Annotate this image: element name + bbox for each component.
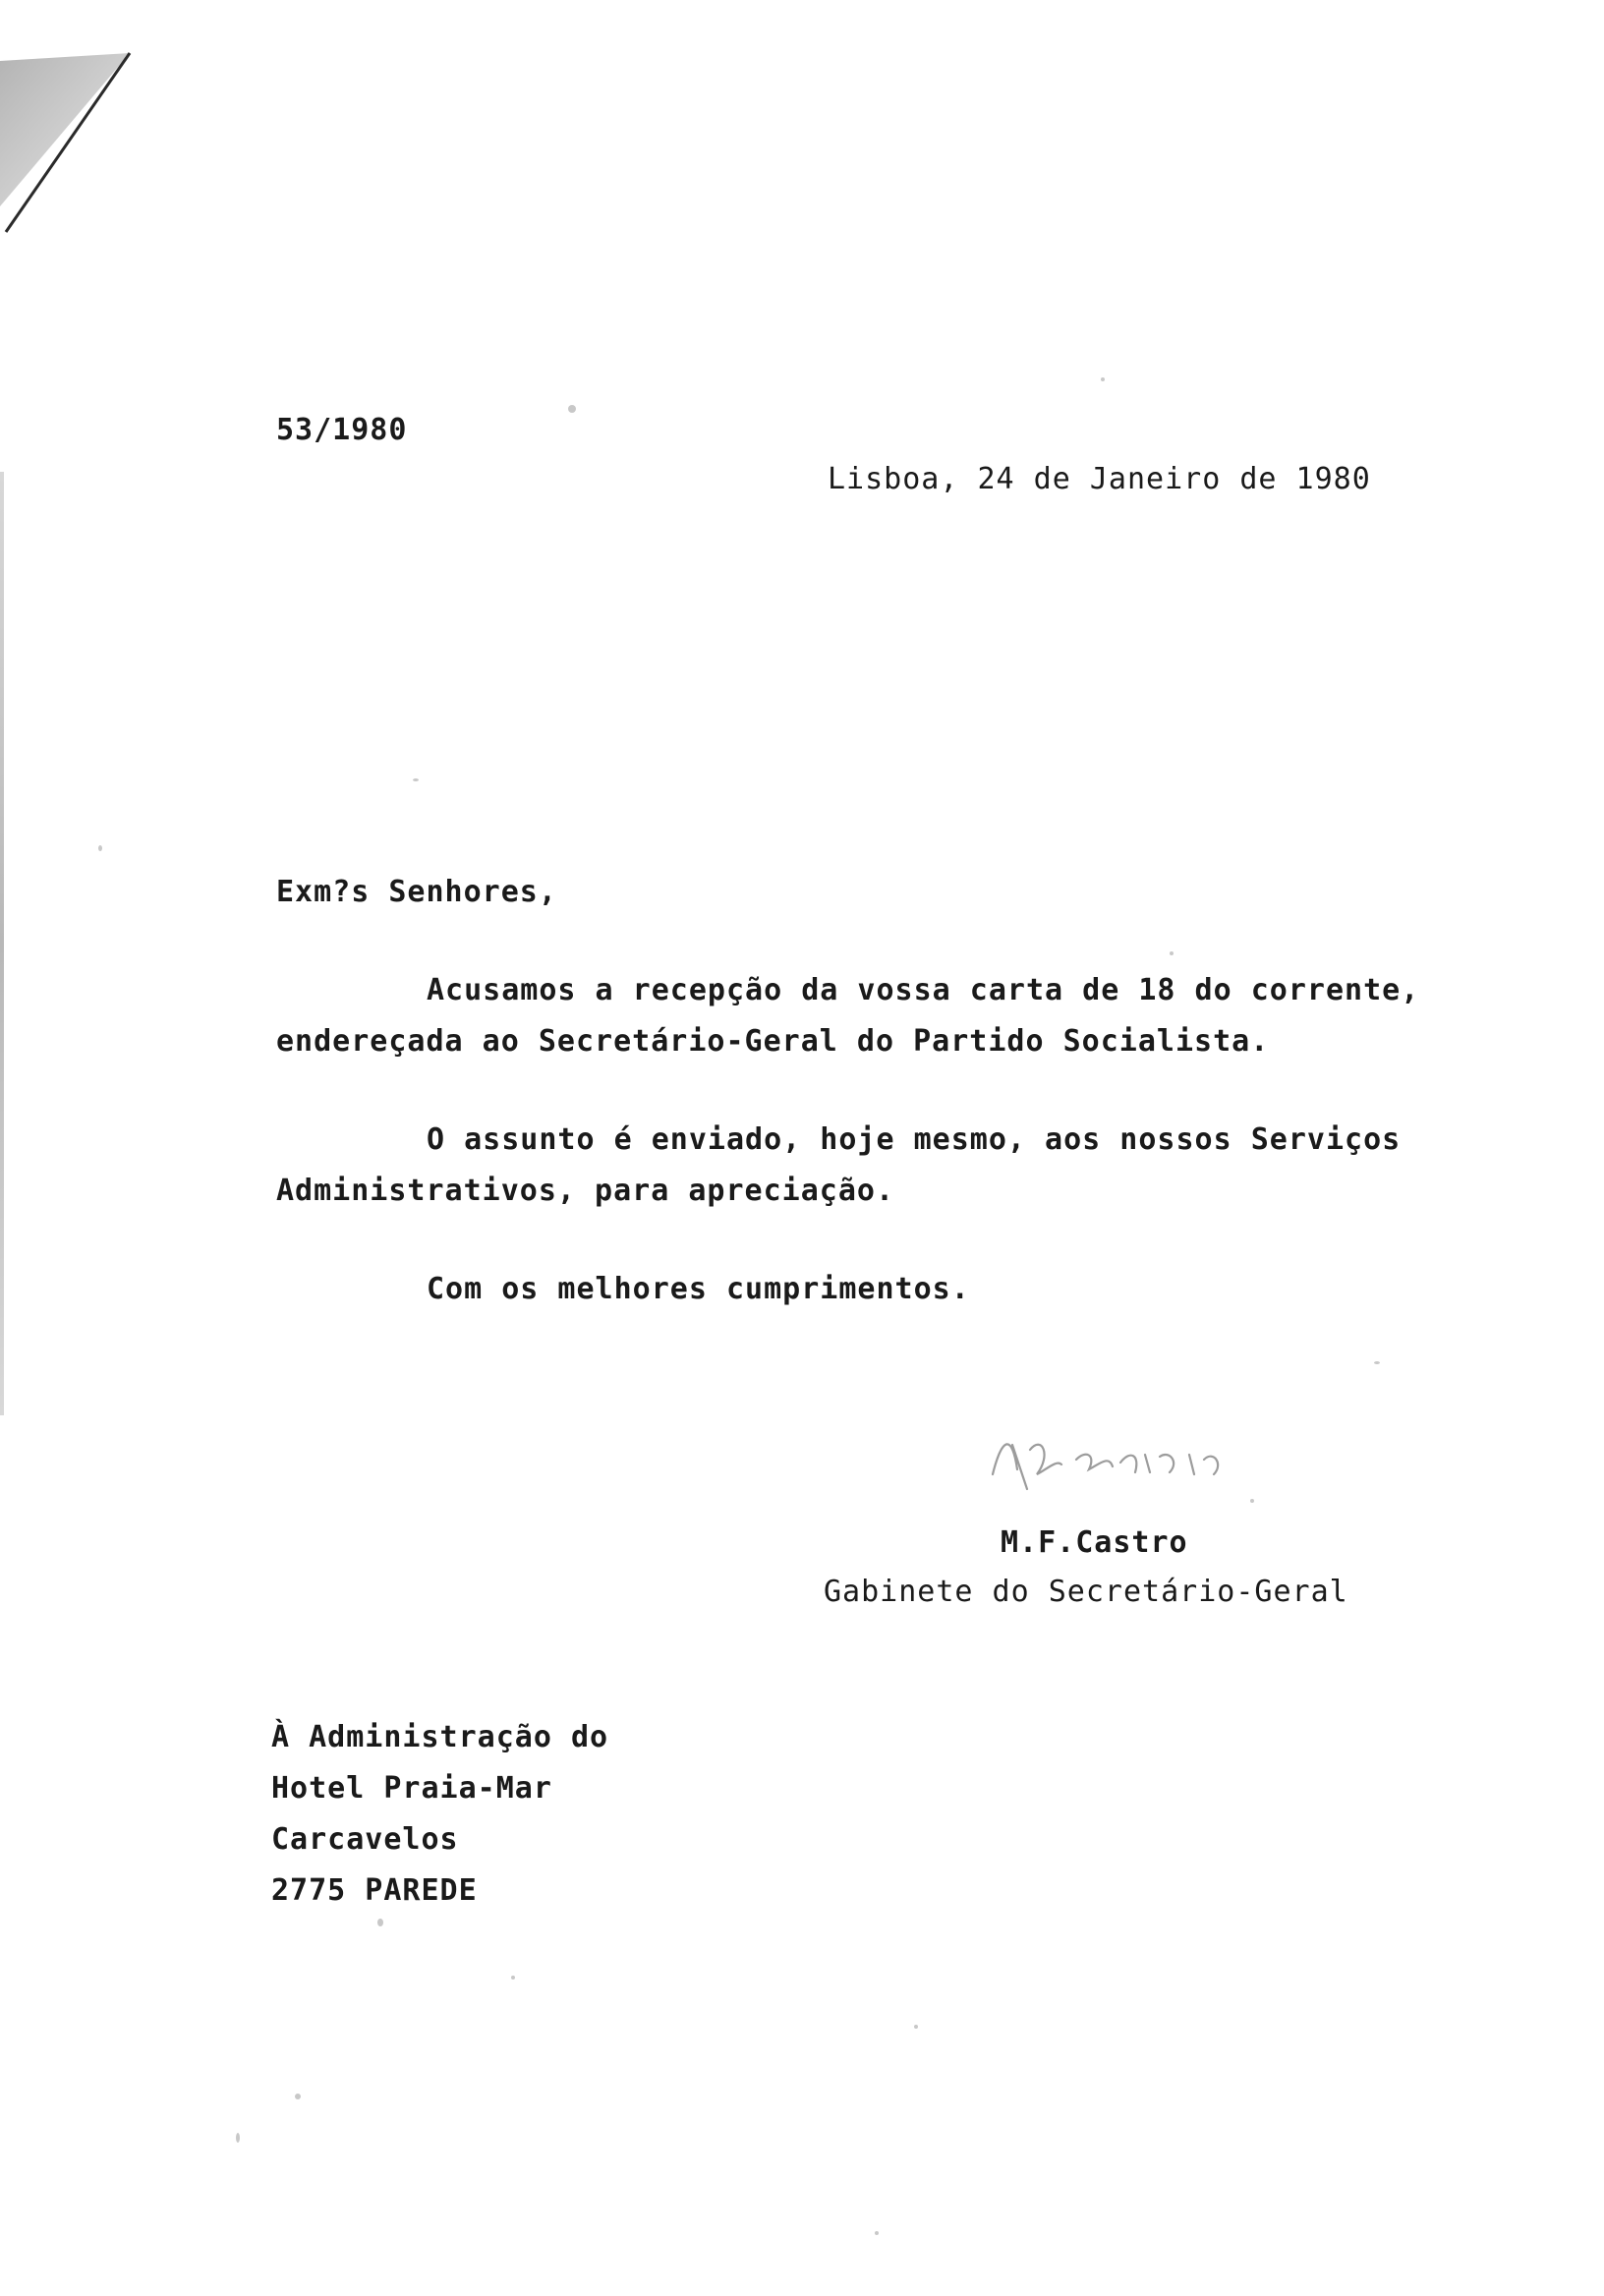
paragraph-2-line-2: Administrativos, para apreciação.: [276, 1174, 895, 1208]
scan-speck: [875, 2231, 879, 2235]
scan-speck: [568, 405, 576, 413]
address-line-2: Hotel Praia-Mar: [271, 1771, 552, 1806]
place-date: Lisboa, 24 de Janeiro de 1980: [828, 462, 1371, 496]
scan-speck: [377, 1919, 383, 1926]
scan-edge-shadow: [0, 472, 4, 1415]
salutation: Exm?s Senhores,: [276, 875, 557, 909]
closing-line: Com os melhores cumprimentos.: [427, 1272, 970, 1306]
handwritten-signature: [983, 1415, 1278, 1504]
scan-speck: [511, 1976, 515, 1980]
scanned-corner-mark: [0, 39, 138, 236]
scan-speck: [914, 2025, 918, 2029]
scan-speck: [1250, 1499, 1254, 1503]
scan-speck: [1101, 377, 1105, 381]
paragraph-1-line-2: endereçada ao Secretário-Geral do Partido Socialista.: [276, 1024, 1270, 1059]
address-line-4: 2775 PAREDE: [271, 1873, 478, 1908]
scan-speck: [1170, 951, 1174, 955]
signer-name: M.F.Castro: [1001, 1525, 1188, 1560]
scan-speck: [1374, 1361, 1380, 1364]
address-line-3: Carcavelos: [271, 1822, 459, 1857]
signer-office: Gabinete do Secretário-Geral: [824, 1575, 1348, 1609]
paragraph-2-line-1: O assunto é enviado, hoje mesmo, aos nossos Serviços: [427, 1122, 1402, 1157]
address-line-1: À Administração do: [271, 1720, 609, 1754]
scan-speck: [413, 778, 419, 781]
paragraph-1-line-1: Acusamos a recepção da vossa carta de 18 do corrente,: [427, 973, 1420, 1007]
scan-speck: [295, 2094, 301, 2099]
scan-speck: [98, 845, 102, 851]
reference-number: 53/1980: [276, 413, 408, 447]
scan-speck: [236, 2133, 240, 2143]
